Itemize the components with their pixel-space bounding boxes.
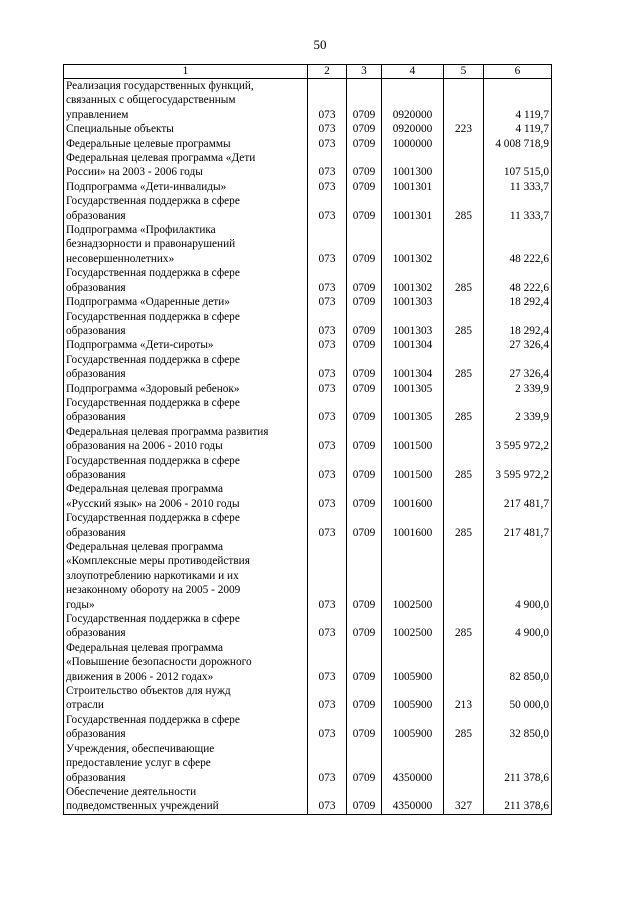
amount: 217 481,7 [484,511,552,540]
ministry-code: 073 [308,540,347,612]
item-name: Федеральная целевая программа «Дети России» на 2003 - 2006 годы [64,151,308,180]
item-name: Специальные объекты [64,122,308,136]
target-article-code: 1001303 [382,310,444,339]
section-code: 0709 [347,194,382,223]
section-code: 0709 [347,482,382,511]
section-code: 0709 [347,151,382,180]
expense-type-code: 285 [444,266,484,295]
amount: 211 378,6 [484,742,552,785]
amount: 3 595 972,2 [484,454,552,483]
column-header: 3 [347,65,382,79]
ministry-code: 073 [308,612,347,641]
amount: 18 292,4 [484,310,552,339]
ministry-code: 073 [308,266,347,295]
section-code: 0709 [347,425,382,454]
section-code: 0709 [347,396,382,425]
expense-type-code [444,223,484,266]
amount: 50 000,0 [484,684,552,713]
item-name: Подпрограмма «Профилактика безнадзорности и правонарушений несовершеннолетних» [64,223,308,266]
amount: 3 595 972,2 [484,425,552,454]
expense-type-code [444,742,484,785]
expense-type-code [444,338,484,352]
target-article-code: 1001600 [382,511,444,540]
item-name: Государственная поддержка в сфере образования [64,713,308,742]
amount: 211 378,6 [484,785,552,814]
ministry-code: 073 [308,454,347,483]
expense-type-code [444,137,484,151]
table-row [64,454,552,483]
column-header: 5 [444,65,484,79]
ministry-code: 073 [308,223,347,266]
ministry-code: 073 [308,180,347,194]
section-code: 0709 [347,684,382,713]
ministry-code: 073 [308,353,347,382]
amount: 2 339,9 [484,382,552,396]
expense-type-code: 285 [444,310,484,339]
ministry-code: 073 [308,425,347,454]
table-row [64,684,552,713]
target-article-code: 1001500 [382,425,444,454]
amount: 82 850,0 [484,641,552,684]
item-name: Федеральная целевая программа «Повышение безопасности дорожного движения в 2006 - 2012 годах» [64,641,308,684]
column-header: 1 [64,65,308,79]
table-row [64,482,552,511]
section-code: 0709 [347,454,382,483]
expense-type-code [444,641,484,684]
table-row [64,353,552,382]
expense-type-code [444,382,484,396]
ministry-code: 073 [308,482,347,511]
ministry-code: 073 [308,79,347,123]
table-row [64,540,552,612]
ministry-code: 073 [308,684,347,713]
target-article-code: 1001301 [382,180,444,194]
item-name: Государственная поддержка в сфере образования [64,194,308,223]
item-name: Государственная поддержка в сфере образования [64,612,308,641]
table-row [64,338,552,352]
target-article-code: 1000000 [382,137,444,151]
section-code: 0709 [347,338,382,352]
target-article-code: 1001500 [382,454,444,483]
table-row [64,382,552,396]
amount: 217 481,7 [484,482,552,511]
expense-type-code: 285 [444,511,484,540]
target-article-code: 1005900 [382,641,444,684]
item-name: Государственная поддержка в сфере образования [64,266,308,295]
ministry-code: 073 [308,194,347,223]
item-name: Учреждения, обеспечивающие предоставление услуг в сфере образования [64,742,308,785]
section-code: 0709 [347,713,382,742]
expense-type-code: 327 [444,785,484,814]
ministry-code: 073 [308,382,347,396]
target-article-code: 1001300 [382,151,444,180]
table-row [64,137,552,151]
expense-type-code [444,425,484,454]
section-code: 0709 [347,122,382,136]
table-row [64,122,552,136]
ministry-code: 073 [308,295,347,309]
target-article-code: 1001304 [382,353,444,382]
ministry-code: 073 [308,511,347,540]
page-number: 50 [313,37,327,52]
target-article-code: 1001302 [382,266,444,295]
section-code: 0709 [347,180,382,194]
ministry-code: 073 [308,338,347,352]
table-row [64,713,552,742]
expense-type-code: 285 [444,713,484,742]
section-code: 0709 [347,785,382,814]
amount: 27 326,4 [484,353,552,382]
target-article-code: 1001302 [382,223,444,266]
table-row [64,151,552,180]
amount: 4 900,0 [484,612,552,641]
section-code: 0709 [347,612,382,641]
item-name: Федеральная целевая программа развития образования на 2006 - 2010 годы [64,425,308,454]
table-row [64,396,552,425]
ministry-code: 073 [308,151,347,180]
table-row [64,79,552,123]
item-name: Подпрограмма «Дети-сироты» [64,338,308,352]
target-article-code: 1005900 [382,684,444,713]
ministry-code: 073 [308,785,347,814]
item-name: Реализация государственных функций, связанных с общегосударственным управлением [64,79,308,123]
item-name: Государственная поддержка в сфере образования [64,396,308,425]
item-name: Государственная поддержка в сфере образования [64,511,308,540]
expense-type-code [444,540,484,612]
amount: 4 119,7 [484,122,552,136]
section-code: 0709 [347,511,382,540]
section-code: 0709 [347,382,382,396]
amount: 18 292,4 [484,295,552,309]
section-code: 0709 [347,353,382,382]
amount: 27 326,4 [484,338,552,352]
amount: 32 850,0 [484,713,552,742]
target-article-code: 1002500 [382,612,444,641]
item-name: Строительство объектов для нужд отрасли [64,684,308,713]
ministry-code: 073 [308,713,347,742]
target-article-code: 1002500 [382,540,444,612]
target-article-code: 4350000 [382,742,444,785]
budget-table [63,64,552,815]
table-row [64,612,552,641]
expense-type-code [444,151,484,180]
column-header: 4 [382,65,444,79]
item-name: Подпрограмма «Одаренные дети» [64,295,308,309]
target-article-code: 1001305 [382,382,444,396]
ministry-code: 073 [308,641,347,684]
section-code: 0709 [347,79,382,123]
target-article-code: 1001305 [382,396,444,425]
item-name: Государственная поддержка в сфере образования [64,353,308,382]
expense-type-code: 285 [444,396,484,425]
table-row [64,194,552,223]
amount: 48 222,6 [484,223,552,266]
section-code: 0709 [347,310,382,339]
column-header: 2 [308,65,347,79]
expense-type-code [444,482,484,511]
expense-type-code: 285 [444,454,484,483]
expense-type-code: 213 [444,684,484,713]
expense-type-code: 285 [444,194,484,223]
ministry-code: 073 [308,122,347,136]
section-code: 0709 [347,641,382,684]
target-article-code: 1001303 [382,295,444,309]
table-row [64,266,552,295]
section-code: 0709 [347,295,382,309]
section-code: 0709 [347,540,382,612]
amount: 2 339,9 [484,396,552,425]
expense-type-code [444,79,484,123]
table-row [64,223,552,266]
ministry-code: 073 [308,137,347,151]
expense-type-code [444,180,484,194]
item-name: Подпрограмма «Здоровый ребенок» [64,382,308,396]
amount: 107 515,0 [484,151,552,180]
item-name: Государственная поддержка в сфере образования [64,310,308,339]
item-name: Государственная поддержка в сфере образования [64,454,308,483]
amount: 11 333,7 [484,194,552,223]
amount: 11 333,7 [484,180,552,194]
target-article-code: 1005900 [382,713,444,742]
item-name: Подпрограмма «Дети-инвалиды» [64,180,308,194]
header-row [64,65,552,79]
table-row [64,425,552,454]
section-code: 0709 [347,223,382,266]
target-article-code: 1001304 [382,338,444,352]
ministry-code: 073 [308,310,347,339]
item-name: Федеральные целевые программы [64,137,308,151]
ministry-code: 073 [308,742,347,785]
item-name: Обеспечение деятельности подведомственных учреждений [64,785,308,814]
amount: 4 900,0 [484,540,552,612]
section-code: 0709 [347,266,382,295]
column-header: 6 [484,65,552,79]
table-row [64,511,552,540]
table-row [64,180,552,194]
table-row [64,785,552,814]
table-row [64,742,552,785]
target-article-code: 1001600 [382,482,444,511]
item-name: Федеральная целевая программа «Русский язык» на 2006 - 2010 годы [64,482,308,511]
expense-type-code: 223 [444,122,484,136]
ministry-code: 073 [308,396,347,425]
expense-type-code: 285 [444,353,484,382]
table-row [64,310,552,339]
section-code: 0709 [347,742,382,785]
target-article-code: 0920000 [382,79,444,123]
amount: 48 222,6 [484,266,552,295]
expense-type-code [444,295,484,309]
table-row [64,641,552,684]
target-article-code: 0920000 [382,122,444,136]
target-article-code: 1001301 [382,194,444,223]
target-article-code: 4350000 [382,785,444,814]
amount: 4 119,7 [484,79,552,123]
amount: 4 008 718,9 [484,137,552,151]
table-row [64,295,552,309]
item-name: Федеральная целевая программа «Комплексные меры противодействия злоупотреблению наркотиками и их незаконному обороту на 2005 - 2009 годы» [64,540,308,612]
section-code: 0709 [347,137,382,151]
expense-type-code: 285 [444,612,484,641]
